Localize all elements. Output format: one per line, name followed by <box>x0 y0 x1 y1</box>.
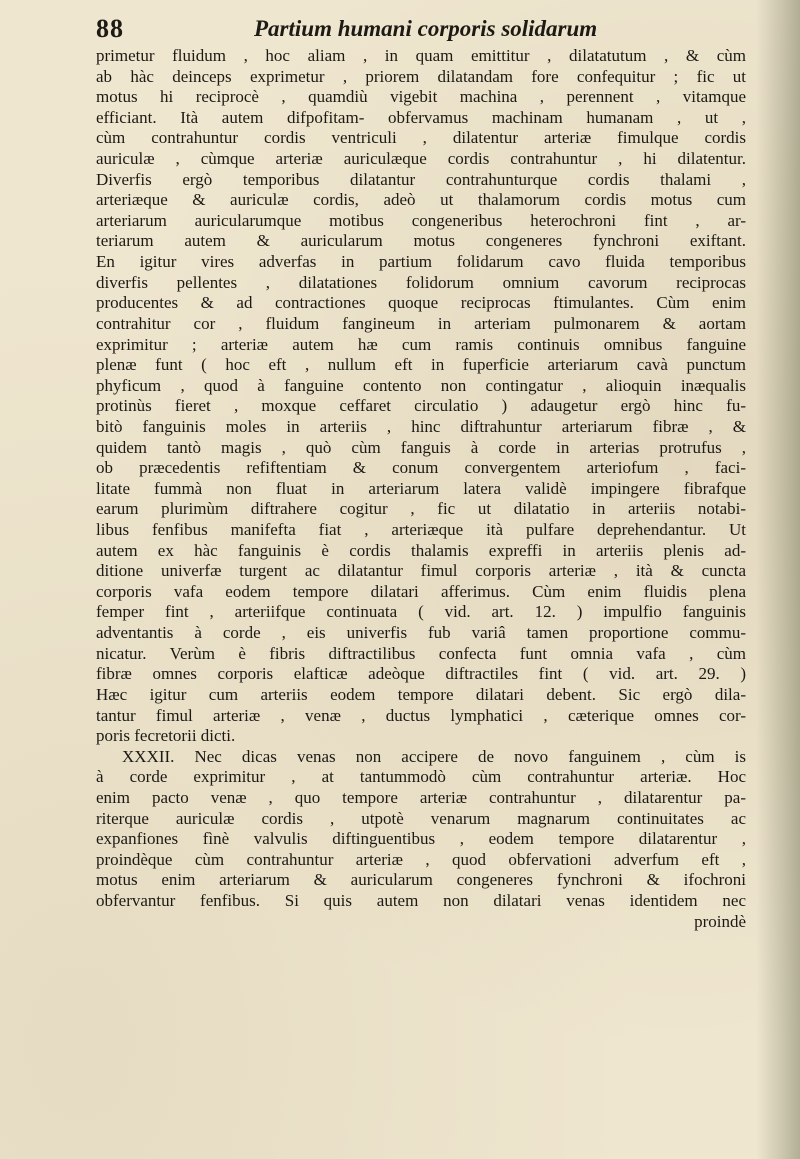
text-line: enim pacto venæ , quo tempore arteriæ contrahuntur , dilatarentur pa- <box>96 787 746 807</box>
section-start-line: XXXII. Nec dicas venas non accipere de novo fanguinem , cùm is <box>122 746 746 766</box>
text-line: protinùs fieret , moxque ceffaret circulatio ) adaugetur ergò hinc fu- <box>96 396 746 416</box>
text-line: plenæ funt ( hoc eft , nullum eft in fuperficie arteriarum cavà punctum <box>96 355 746 375</box>
text-line: tantur fimul arteriæ , venæ , ductus lymphatici , cæterique omnes cor- <box>96 705 746 725</box>
text-line: libus fenfibus manifefta fiat , arteriæque ità pulfare deprehendantur. Ut <box>96 520 746 540</box>
text-line: motus enim arteriarum & auricularum congeneres fynchroni & ifochroni <box>96 870 746 890</box>
text-line: earum plurimùm diftrahere cogitur , fic ut dilatatio in arteriis notabi- <box>96 499 746 519</box>
text-line: Hæc igitur cum arteriis eodem tempore dilatari debent. Sic ergò dila- <box>96 684 746 704</box>
text-line: riterque auriculæ cordis , utpotè venarum magnarum continuitates ac <box>96 808 746 828</box>
text-line: teriarum autem & auricularum motus congeneres fynchroni exiftant. <box>96 231 746 251</box>
text-line: arteriæque & auriculæ cordis, adeò ut thalamorum cordis motus cum <box>96 190 746 210</box>
page-edge-shadow <box>756 0 800 1159</box>
text-line: contrahitur cor , fluidum fangineum in arteriam pulmonarem & aortam <box>96 313 746 333</box>
text-line: litate fummà non fluat in arteriarum latera validè impingere fibrafque <box>96 478 746 498</box>
text-line: exprimitur ; arteriæ autem hæ cum ramis continuis omnibus fanguine <box>96 334 746 354</box>
text-line: proindèque cùm contrahuntur arteriæ , quod obfervationi adverfum eft , <box>96 849 746 869</box>
text-line: à corde exprimitur , at tantummodò cùm contrahuntur arteriæ. Hoc <box>96 767 746 787</box>
page-header <box>96 14 746 48</box>
text-line: cùm contrahuntur cordis ventriculi , dilatentur arteriæ fimulque cordis <box>96 128 746 148</box>
text-line: arteriarum auricularumque motibus congeneribus heterochroni fint , ar- <box>96 210 746 230</box>
text-line: primetur fluidum , hoc aliam , in quam emittitur , dilatatutum , & cùm <box>96 46 746 65</box>
text-line: adventantis à corde , eis univerfis fub variâ tamen proportione commu- <box>96 623 746 643</box>
text-line: ob præcedentis refiftentiam & conum convergentem arteriofum , faci- <box>96 458 746 478</box>
text-line: nicatur. Verùm è fibris diftractilibus confecta funt omnia vafa , cùm <box>96 643 746 663</box>
catchword: proindè <box>694 911 746 931</box>
text-line: En igitur vires adverfas in partium folidarum cavo fluida temporibus <box>96 252 746 272</box>
text-line: Diverfis ergò temporibus dilatantur contrahunturque cordis thalami , <box>96 169 746 189</box>
text-line: corporis vafa eodem tempore dilatari afferimus. Cùm enim fluidis plena <box>96 581 746 601</box>
text-line: diverfis pellentes , dilatationes folidorum omnium cavorum reciprocas <box>96 272 746 292</box>
text-line: quidem tantò magis , quò cùm fanguis à corde in arterias protrufus , <box>96 437 746 457</box>
text-line: bitò fanguinis moles in arteriis , hinc diftrahuntur arteriarum fibræ , & <box>96 416 746 436</box>
text-line: expanfiones fìnè valvulis diftinguentibus , eodem tempore dilatarentur , <box>96 829 746 849</box>
text-line: poris fecretorii dicti. <box>96 726 236 746</box>
text-line: femper fint , arteriifque continuata ( vid. art. 12. ) impulfio fanguinis <box>96 602 746 622</box>
text-line: ditione univerfæ turgent ac dilatantur fimul corporis arteriæ , ità & cuncta <box>96 561 746 581</box>
text-line: ab hàc deinceps exprimetur , priorem dilatandam fore confequitur ; fic ut <box>96 66 746 86</box>
text-line: efficiant. Ità autem difpofitam- obfervamus machinam humanam , ut , <box>96 107 746 127</box>
text-line: motus hi reciprocè , quamdiù vigebit machina , perennent , vitamque <box>96 87 746 107</box>
text-line: fibræ omnes corporis elafticæ adeòque diftractiles fint ( vid. art. 29. ) <box>96 664 746 684</box>
page-number: 88 <box>96 14 124 43</box>
running-head: Partium humani corporis solidarum <box>254 16 598 41</box>
body-text <box>96 46 746 932</box>
text-line: auriculæ , cùmque arteriæ auriculæque cordis contrahuntur , hi dilatentur. <box>96 149 746 169</box>
text-line: phyficum , quod à fanguine contento non contingatur , alioquin inæqualis <box>96 375 746 395</box>
text-line: producentes & ad contractiones quoque reciprocas ftimulantes. Cùm enim <box>96 293 746 313</box>
text-line: autem ex hàc fanguinis è cordis thalamis expreffi in arteriis plenis ad- <box>96 540 746 560</box>
text-line: obfervantur fenfibus. Si quis autem non dilatari venas identidem nec <box>96 890 746 910</box>
